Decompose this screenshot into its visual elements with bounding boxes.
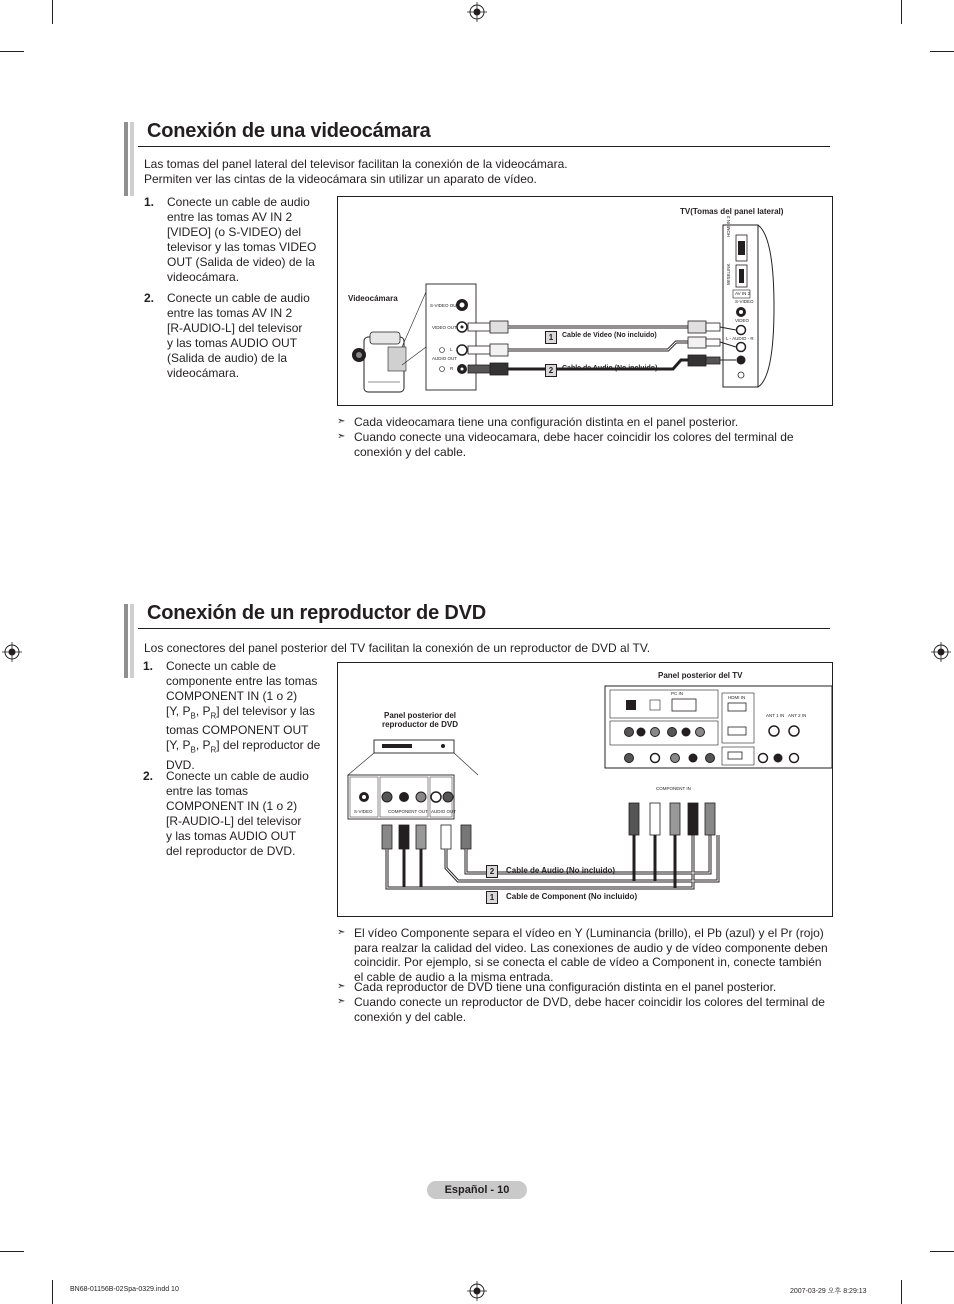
dvd-connection-diagram [337, 662, 833, 917]
cable-number-badge: 2 [486, 865, 498, 878]
registration-mark-icon [467, 1281, 487, 1301]
section-accent-bar [130, 122, 134, 196]
arrow-icon: ➣ [337, 927, 346, 938]
tv-jack-label: ANT 1 IN [766, 713, 785, 718]
component-cable-label: Cable de Component (No incluido) [506, 892, 638, 901]
tv-jack-label: L - AUDIO - R [726, 336, 754, 341]
section-accent-bar [124, 604, 128, 678]
section-title: Conexión de una videocámara [147, 120, 431, 142]
audio-cable-label: Cable de Audio (No incluido) [506, 866, 616, 875]
crop-mark [930, 51, 954, 52]
dvd-player-icon [374, 740, 454, 753]
video-cable-label: Cable de Video (No incluido) [562, 332, 657, 339]
cable-number-badge: 2 [545, 364, 557, 377]
dvd-rear-panel-label: Panel posterior del reproductor de DVD [381, 711, 458, 729]
camcorder-icon [352, 332, 406, 392]
crop-mark [0, 51, 24, 52]
crop-mark [901, 1280, 902, 1304]
cable-number-badge: 1 [545, 331, 557, 344]
dvd-jack-label: COMPONENT OUT [388, 809, 428, 814]
tv-jack-label: WISELINK [726, 263, 731, 285]
tv-side-panel-label: TV(Tomas del panel lateral) [680, 207, 784, 216]
section-title: Conexión de un reproductor de DVD [147, 602, 486, 624]
tv-jack-label: HDMI IN 3 [726, 215, 731, 237]
tv-jack-label: S-VIDEO [735, 299, 754, 304]
section-rule [138, 146, 830, 147]
tv-jack-label: COMPONENT IN [656, 786, 691, 791]
registration-mark-icon [467, 2, 487, 22]
arrow-icon: ➣ [337, 996, 346, 1007]
tv-rear-panel-label: Panel posterior del TV [658, 671, 743, 680]
camcorder-diagram-art [338, 197, 832, 405]
registration-mark-icon [931, 642, 951, 662]
audio-cable-label: Cable de Audio (No incluido) [562, 365, 658, 372]
jack-label: S-VIDEO OUT [430, 303, 460, 308]
camcorder-connection-diagram [337, 196, 833, 406]
tv-jack-label: AV IN 2 [735, 291, 751, 296]
page-number: Español - 10 [427, 1181, 527, 1199]
arrow-icon: ➣ [337, 416, 346, 427]
dvd-jack-label: AUDIO OUT [431, 809, 457, 814]
crop-mark [0, 1251, 24, 1252]
tv-jack-label: ANT 2 IN [788, 713, 807, 718]
registration-mark-icon [2, 642, 22, 662]
dvd-jack-label: S-VIDEO [354, 809, 373, 814]
section-intro: Las tomas del panel lateral del televisor facilitan la conexión de la videocámara. Permiten ver las cintas de la videocámara sin utilizar un aparato de vídeo. [144, 157, 568, 186]
section-accent-bar [124, 122, 128, 196]
jack-label: VIDEO OUT [432, 325, 457, 330]
jack-label: AUDIO OUT [432, 356, 458, 361]
jack-label: R [450, 366, 454, 371]
crop-mark [52, 0, 53, 24]
camcorder-label: Videocámara [348, 294, 398, 303]
section-accent-bar [130, 604, 134, 678]
print-footer-right: 2007-03-29 오후 8:29:13 [790, 1288, 867, 1295]
print-footer-left: BN68-01156B-02Spa-0329.indd 10 [70, 1286, 179, 1293]
crop-mark [52, 1280, 53, 1304]
cable-number-badge: 1 [486, 891, 498, 904]
arrow-icon: ➣ [337, 431, 346, 442]
tv-jack-label: HDMI IN [728, 695, 746, 700]
tv-jack-label: PC IN [671, 691, 684, 696]
arrow-icon: ➣ [337, 981, 346, 992]
crop-mark [930, 1251, 954, 1252]
section-rule [138, 628, 830, 629]
tv-jack-label: VIDEO [735, 318, 750, 323]
dvd-diagram-art [338, 663, 832, 916]
crop-mark [901, 0, 902, 24]
section-intro: Los conectores del panel posterior del TV facilitan la conexión de un reproductor de DVD al TV. [144, 641, 651, 655]
jack-label: L [450, 347, 453, 352]
